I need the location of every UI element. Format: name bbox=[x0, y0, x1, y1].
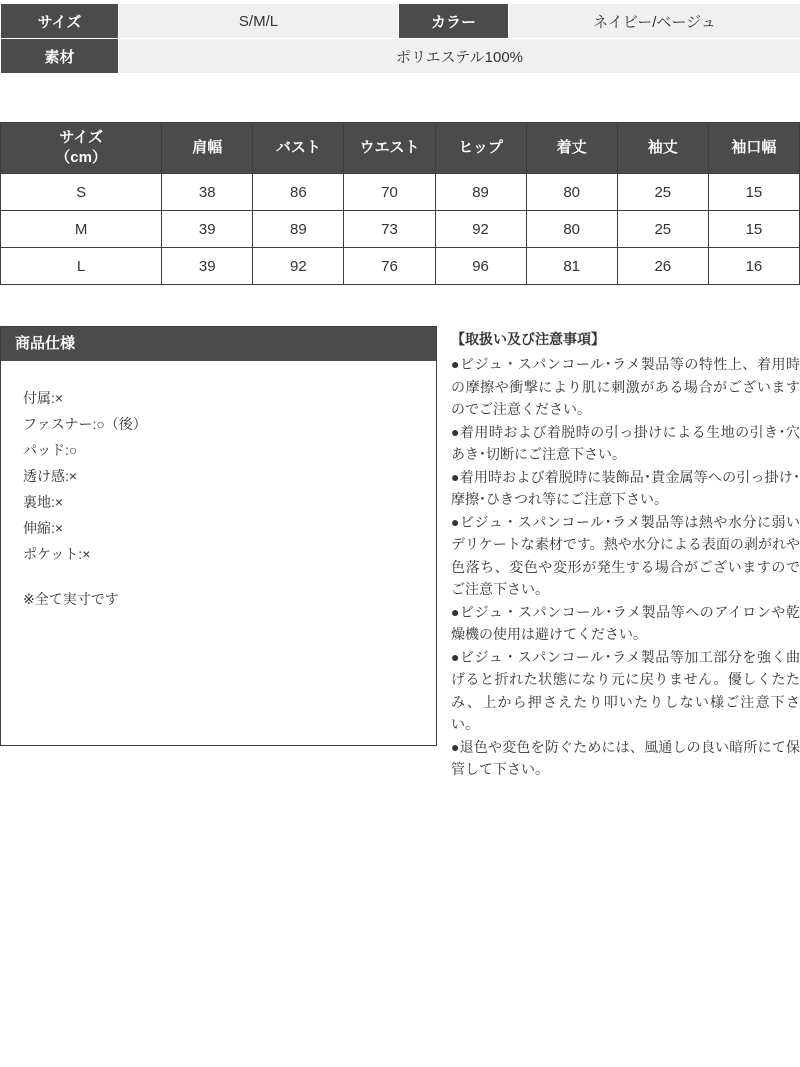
column-header-bust: バスト bbox=[253, 123, 344, 174]
cell-bust: 92 bbox=[253, 248, 344, 285]
cell-length: 80 bbox=[526, 174, 617, 211]
column-header-waist: ウエスト bbox=[344, 123, 435, 174]
cell-length: 80 bbox=[526, 211, 617, 248]
care-instructions-box bbox=[437, 326, 800, 781]
size-measurement-table bbox=[0, 122, 800, 285]
color-label-cell: カラー bbox=[399, 4, 509, 39]
table-row bbox=[1, 4, 800, 39]
cell-bust: 89 bbox=[253, 211, 344, 248]
list-item: ●ビジュ・スパンコール･ラメ製品等加工部分を強く曲げると折れた状態になり元に戻りません。優しくたたみ、上から押さえたり叩いたりしない様ご注意下さい。 bbox=[451, 648, 800, 732]
cell-cuff-width: 15 bbox=[708, 211, 799, 248]
list-item: ファスナー:○（後） bbox=[23, 416, 147, 432]
list-item: 透け感:× bbox=[23, 468, 78, 484]
list-item: ●着用時および着脱時に装飾品･貴金属等への引っ掛け･摩擦･ひきつれ等にご注意下さい。 bbox=[451, 468, 800, 507]
cell-shoulder: 39 bbox=[162, 211, 253, 248]
column-header-hip: ヒップ bbox=[435, 123, 526, 174]
list-item: ●ビジュ・スパンコール･ラメ製品等は熱や水分に弱いデリケートな素材です。熱や水分による表面の剥がれや色落ち、変色や変形が発生する場合がございますのでご注意下さい。 bbox=[451, 513, 800, 597]
column-header-length: 着丈 bbox=[526, 123, 617, 174]
cell-length: 81 bbox=[526, 248, 617, 285]
table-row bbox=[1, 39, 800, 74]
cell-cuff-width: 16 bbox=[708, 248, 799, 285]
cell-shoulder: 39 bbox=[162, 248, 253, 285]
list-item: パッド:○ bbox=[23, 442, 78, 458]
cell-sleeve-length: 25 bbox=[617, 174, 708, 211]
cell-hip: 96 bbox=[435, 248, 526, 285]
column-header-size-line2: （cm） bbox=[55, 149, 107, 166]
list-item: ポケット:× bbox=[23, 546, 91, 562]
material-label-cell: 素材 bbox=[1, 39, 119, 74]
cell-bust: 86 bbox=[253, 174, 344, 211]
size-value-cell: S/M/L bbox=[119, 4, 399, 39]
list-item: ●着用時および着脱時の引っ掛けによる生地の引き･穴あき･切断にご注意下さい。 bbox=[451, 423, 800, 462]
cell-waist: 70 bbox=[344, 174, 435, 211]
cell-sleeve-length: 25 bbox=[617, 211, 708, 248]
cell-size: S bbox=[1, 174, 162, 211]
cell-size: M bbox=[1, 211, 162, 248]
list-item: 伸縮:× bbox=[23, 520, 64, 536]
column-header-cuff-width: 袖口幅 bbox=[708, 123, 799, 174]
cell-cuff-width: 15 bbox=[708, 174, 799, 211]
size-label-cell: サイズ bbox=[1, 4, 119, 39]
column-header-shoulder: 肩幅 bbox=[162, 123, 253, 174]
cell-waist: 73 bbox=[344, 211, 435, 248]
color-value-cell: ネイビー/ベージュ bbox=[509, 4, 800, 39]
product-spec-note: ※全て実寸です bbox=[23, 591, 119, 607]
list-item: 付属:× bbox=[23, 390, 64, 406]
list-item: ●ビジュ・スパンコール･ラメ製品等へのアイロンや乾燥機の使用は避けてください。 bbox=[451, 603, 800, 642]
list-item: 裏地:× bbox=[23, 494, 64, 510]
list-item: ●退色や変色を防ぐためには、風通しの良い暗所にて保管して下さい。 bbox=[451, 738, 800, 777]
product-spec-list bbox=[1, 361, 436, 567]
cell-hip: 92 bbox=[435, 211, 526, 248]
basic-spec-table bbox=[0, 3, 800, 74]
column-header-size bbox=[1, 123, 162, 174]
list-item: ●ビジュ・スパンコール･ラメ製品等の特性上、着用時の摩擦や衝撃により肌に刺激がある場合がございますのでご注意ください。 bbox=[451, 356, 800, 417]
table-row bbox=[1, 174, 800, 211]
column-header-sleeve-length: 袖丈 bbox=[617, 123, 708, 174]
cell-waist: 76 bbox=[344, 248, 435, 285]
product-spec-title: 商品仕様 bbox=[1, 327, 436, 361]
cell-hip: 89 bbox=[435, 174, 526, 211]
table-row bbox=[1, 248, 800, 285]
cell-size: L bbox=[1, 248, 162, 285]
care-instructions-title: 【取扱い及び注意事項】 bbox=[451, 331, 605, 347]
table-row bbox=[1, 211, 800, 248]
bottom-section bbox=[0, 326, 800, 781]
material-value-cell: ポリエステル100% bbox=[119, 39, 800, 74]
cell-shoulder: 38 bbox=[162, 174, 253, 211]
product-spec-box bbox=[0, 326, 437, 746]
table-header-row bbox=[1, 123, 800, 174]
column-header-size-line1: サイズ bbox=[59, 128, 103, 146]
cell-sleeve-length: 26 bbox=[617, 248, 708, 285]
